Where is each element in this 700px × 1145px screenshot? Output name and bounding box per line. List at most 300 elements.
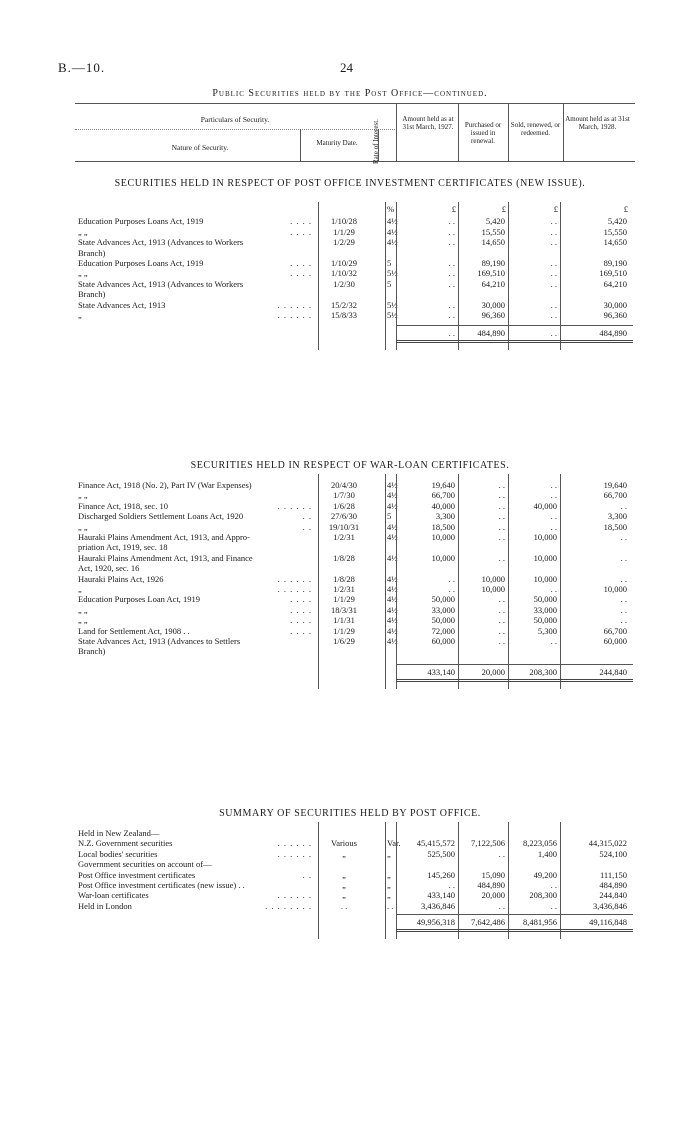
amount-held-1928: . . (620, 604, 627, 615)
amount-purchased: . . (498, 480, 505, 490)
leader-dots: . . . . . . (277, 584, 312, 594)
amount-held-1928: 66,700 (603, 625, 627, 636)
amount-sold: . . (550, 258, 557, 268)
amount-sold: 208,300 (529, 890, 557, 901)
table-row (0, 268, 700, 278)
total-held-1927: 49,956,318 (416, 917, 455, 928)
table-row (0, 522, 700, 532)
total-sold: 208,300 (529, 666, 557, 677)
interest-rate: 4½ (387, 615, 398, 626)
maturity-date: 1/2/31 (333, 584, 355, 594)
total-held-1928: 244,840 (599, 666, 627, 677)
interest-rate: 5½ (387, 299, 398, 310)
row-description: „ „ (78, 268, 88, 279)
amount-sold: . . (550, 521, 557, 532)
total-rule (396, 914, 633, 915)
amount-held-1927: 60,000 (431, 636, 455, 646)
header-held-1927: Amount held as at 31st March, 1927. (402, 115, 454, 131)
amount-held-1927: . . (448, 237, 455, 248)
maturity-date: 1/8/28 (333, 573, 355, 584)
row-description: Government securities on account of— (78, 859, 212, 870)
amount-held-1927: 10,000 (431, 552, 455, 563)
maturity-date: 18/3/31 (331, 604, 357, 615)
amount-purchased: 15,090 (481, 869, 505, 880)
amount-held-1928: 111,150 (600, 869, 627, 880)
total-held-1927: . . (448, 328, 455, 339)
interest-rate: 4½ (387, 532, 398, 542)
table-row (0, 542, 700, 552)
amount-held-1927: 3,436,846 (421, 900, 455, 911)
maturity-date: „ (342, 890, 346, 901)
table-row (0, 258, 700, 268)
row-description: „ (78, 310, 82, 320)
leader-dots: . . . . (290, 625, 312, 636)
interest-rate: 4½ (387, 552, 398, 563)
amount-held-1928: 64,210 (603, 278, 627, 289)
amount-held-1927: . . (448, 268, 455, 279)
amount-held-1927: . . (448, 216, 455, 227)
table-row (0, 636, 700, 646)
section-title-investment-certificates: SECURITIES HELD IN RESPECT OF POST OFFICE INVESTMENT CERTIFICATES (NEW ISSUE). (114, 178, 586, 189)
total-purchased: 7,642,486 (471, 917, 505, 928)
amount-held-1928: 66,700 (603, 490, 627, 501)
interest-rate: „ (387, 848, 391, 859)
maturity-date: 20/4/30 (331, 480, 357, 490)
unit-label: £ (553, 204, 558, 214)
row-description: Branch) (78, 289, 106, 300)
units-row (0, 204, 700, 214)
interest-rate: 4½ (387, 573, 398, 584)
amount-held-1928: 244,840 (599, 890, 627, 901)
column-rule (508, 474, 509, 689)
amount-sold: . . (550, 480, 557, 490)
amount-held-1927: 45,415,572 (416, 838, 455, 849)
total-held-1928: 49,116,848 (589, 917, 627, 928)
interest-rate: 4½ (387, 636, 398, 646)
maturity-date: „ (342, 848, 346, 859)
amount-purchased: 169,510 (477, 268, 505, 279)
table-row (0, 248, 700, 258)
row-description: Hauraki Plains Act, 1926 (78, 573, 164, 584)
leader-dots: . . . . (290, 615, 312, 626)
interest-rate: „ (387, 890, 391, 901)
row-description: „ (78, 584, 82, 594)
maturity-date: 15/2/32 (331, 299, 357, 310)
amount-held-1928: . . (620, 552, 627, 563)
amount-held-1927: 10,000 (431, 532, 455, 542)
amount-purchased: . . (498, 604, 505, 615)
table-row (0, 501, 700, 511)
column-rule (318, 474, 319, 689)
header-rate: Rate of Interest. (372, 119, 380, 164)
table-row (0, 279, 700, 289)
amount-held-1928: . . (620, 500, 627, 511)
leader-dots: . . . . (290, 604, 312, 615)
row-description: Local bodies' securities (78, 848, 158, 859)
leader-dots: . . . . . . (277, 500, 312, 511)
row-description: „ „ (78, 521, 88, 532)
table-row (0, 216, 700, 226)
amount-held-1927: 19,640 (431, 480, 455, 490)
amount-held-1927: . . (448, 573, 455, 584)
amount-sold: . . (550, 299, 557, 310)
amount-held-1927: . . (448, 258, 455, 268)
leader-dots: . . . . (290, 226, 312, 237)
amount-held-1927: 33,000 (431, 604, 455, 615)
amount-held-1928: 484,890 (599, 880, 627, 890)
table-row (0, 849, 700, 859)
leader-dots: . . . . (290, 216, 312, 227)
total-held-1927: 433,140 (427, 666, 455, 677)
total-purchased: 484,890 (477, 328, 505, 339)
table-row (0, 480, 700, 490)
amount-held-1928: . . (620, 573, 627, 584)
interest-rate: 5 (387, 278, 392, 289)
row-description: „ „ (78, 604, 88, 615)
amount-sold: 40,000 (533, 500, 557, 511)
row-description: Hauraki Plains Amendment Act, 1913, and Finance (78, 552, 253, 563)
amount-sold: . . (550, 636, 557, 646)
amount-held-1928: 15,550 (603, 226, 627, 237)
table-row (0, 605, 700, 615)
interest-rate: 4½ (387, 500, 398, 511)
leader-dots: . . (302, 869, 312, 880)
total-double-rule (396, 679, 633, 682)
amount-purchased: . . (498, 511, 505, 522)
row-description: Education Purposes Loans Act, 1919 (78, 258, 204, 268)
row-description: State Advances Act, 1913 (Advances to Workers (78, 278, 244, 289)
total-rule (396, 664, 633, 665)
interest-rate: 4½ (387, 604, 398, 615)
amount-purchased: . . (498, 500, 505, 511)
total-held-1928: 484,890 (599, 328, 627, 339)
maturity-date: „ (342, 880, 346, 890)
amount-sold: 49,200 (533, 869, 557, 880)
amount-held-1927: 3,300 (435, 511, 455, 522)
maturity-date: „ (342, 869, 346, 880)
total-sold: 8,481,956 (523, 917, 557, 928)
column-rule (385, 474, 386, 689)
row-description: Discharged Soldiers Settlement Loans Act, 1920 (78, 511, 244, 522)
amount-sold: . . (550, 310, 557, 320)
interest-rate: 5½ (387, 268, 398, 279)
page-number: 24 (340, 60, 353, 75)
leader-dots: . . . . (290, 268, 312, 279)
amount-sold: . . (550, 880, 557, 890)
header-sold: Sold, renewed, or redeemed. (510, 121, 561, 137)
amount-sold: 33,000 (533, 604, 557, 615)
row-description: Post Office investment certificates (78, 869, 196, 880)
row-description: „ „ (78, 615, 88, 626)
table-row (0, 584, 700, 594)
table-row (0, 490, 700, 500)
amount-purchased: 14,650 (481, 237, 505, 248)
amount-purchased: . . (498, 848, 505, 859)
amount-held-1927: 525,500 (427, 848, 455, 859)
table-row (0, 880, 700, 890)
table-row (0, 237, 700, 247)
amount-held-1928: 10,000 (603, 584, 627, 594)
row-description: Held in London (78, 900, 132, 911)
row-description: Land for Settlement Act, 1908 . . (78, 625, 190, 636)
amount-held-1927: . . (448, 310, 455, 320)
amount-held-1928: 524,100 (599, 848, 627, 859)
table-row (0, 532, 700, 542)
leader-dots: . . (302, 521, 312, 532)
amount-sold: 10,000 (533, 532, 557, 542)
amount-held-1927: 18,500 (431, 521, 455, 532)
table-row (0, 289, 700, 299)
interest-rate: 4½ (387, 216, 398, 227)
amount-purchased: 10,000 (481, 573, 505, 584)
row-description: State Advances Act, 1913 (Advances to Workers (78, 237, 244, 248)
table-row (0, 310, 700, 320)
document-id: B.—10. (58, 60, 106, 75)
column-rule (396, 474, 397, 689)
row-description: War-loan certificates (78, 890, 149, 901)
amount-sold: 5,300 (537, 625, 557, 636)
table-row (0, 553, 700, 563)
row-description: Act, 1920, sec. 16 (78, 563, 140, 574)
amount-purchased: 10,000 (481, 584, 505, 594)
table-row (0, 901, 700, 911)
amount-purchased: 484,890 (477, 880, 505, 890)
amount-sold: 10,000 (533, 573, 557, 584)
interest-rate: 4½ (387, 490, 398, 501)
table-row (0, 227, 700, 237)
leader-dots: . . . . . . (277, 890, 312, 901)
maturity-date: 1/1/29 (333, 625, 355, 636)
amount-purchased: 15,550 (481, 226, 505, 237)
amount-held-1927: 145,260 (427, 869, 455, 880)
row-description: State Advances Act, 1913 (Advances to Settlers (78, 636, 241, 646)
table-row (0, 890, 700, 900)
row-description: Education Purposes Loan Act, 1919 (78, 594, 201, 605)
amount-held-1928: 60,000 (603, 636, 627, 646)
maturity-date: 1/8/28 (333, 552, 355, 563)
interest-rate: 5 (387, 511, 392, 522)
interest-rate: 5 (387, 258, 392, 268)
interest-rate: 4½ (387, 237, 398, 248)
total-double-rule (396, 929, 633, 932)
interest-rate: Var. (387, 838, 401, 849)
column-rule (560, 474, 561, 689)
amount-held-1928: 19,640 (603, 480, 627, 490)
amount-sold: . . (550, 237, 557, 248)
amount-held-1928: 44,315,022 (588, 838, 627, 849)
amount-held-1927: . . (448, 584, 455, 594)
maturity-date: 1/2/31 (333, 532, 355, 542)
leader-dots: . . . . (290, 594, 312, 605)
amount-purchased: . . (498, 900, 505, 911)
interest-rate: „ (387, 880, 391, 890)
amount-sold: . . (550, 511, 557, 522)
table-row (0, 563, 700, 573)
maturity-date: 1/2/29 (333, 237, 355, 248)
row-description: Post Office investment certificates (new issue) . . (78, 880, 245, 890)
row-description: priation Act, 1919, sec. 18 (78, 542, 168, 553)
leader-dots: . . (302, 511, 312, 522)
total-row (0, 328, 700, 338)
row-description: Finance Act, 1918 (No. 2), Part IV (War Expenses) (78, 480, 252, 490)
amount-purchased: . . (498, 615, 505, 626)
amount-purchased: . . (498, 490, 505, 501)
amount-purchased: . . (498, 625, 505, 636)
amount-purchased: . . (498, 594, 505, 605)
header-purchased: Purchased or issued in renewal. (464, 121, 502, 145)
amount-sold: . . (550, 216, 557, 227)
table-row (0, 594, 700, 604)
amount-purchased: . . (498, 636, 505, 646)
maturity-date: Various (331, 838, 357, 849)
maturity-date: 27/6/30 (331, 511, 357, 522)
leader-dots: . . . . . . (277, 310, 312, 320)
amount-held-1928: 96,360 (603, 310, 627, 320)
header-maturity: Maturity Date. (316, 139, 358, 147)
interest-rate: 4½ (387, 226, 398, 237)
amount-held-1927: . . (448, 278, 455, 289)
table-row (0, 626, 700, 636)
maturity-date: 1/10/28 (331, 216, 357, 227)
amount-sold: 50,000 (533, 615, 557, 626)
amount-purchased: 7,122,506 (471, 838, 505, 849)
table-row (0, 870, 700, 880)
leader-dots: . . . . . . (277, 848, 312, 859)
amount-sold: . . (550, 268, 557, 279)
amount-held-1928: 5,420 (607, 216, 627, 227)
row-description: Branch) (78, 247, 106, 258)
amount-held-1928: 3,436,846 (593, 900, 627, 911)
maturity-date: 1/7/30 (333, 490, 355, 501)
amount-held-1927: 433,140 (427, 890, 455, 901)
total-row (0, 667, 700, 677)
amount-sold: 10,000 (533, 552, 557, 563)
interest-rate: 4½ (387, 480, 398, 490)
leader-dots: . . . . . . (277, 573, 312, 584)
amount-held-1927: 72,000 (431, 625, 455, 636)
row-description: Branch) (78, 646, 106, 657)
total-row (0, 917, 700, 927)
table-row (0, 574, 700, 584)
header-particulars: Particulars of Security. (200, 115, 270, 124)
table-row (0, 828, 700, 838)
amount-purchased: . . (498, 552, 505, 563)
maturity-date: . . (340, 900, 348, 911)
amount-held-1928: 14,650 (603, 237, 627, 248)
table-row (0, 615, 700, 625)
row-description: State Advances Act, 1913 (78, 299, 166, 310)
unit-label: £ (501, 204, 506, 214)
amount-purchased: 96,360 (481, 310, 505, 320)
maturity-date: 19/10/31 (328, 521, 360, 532)
maturity-date: 15/8/33 (331, 310, 357, 320)
interest-rate: 4½ (387, 584, 398, 594)
table-row (0, 838, 700, 848)
amount-sold: 1,400 (537, 848, 557, 859)
section-title-summary: SUMMARY OF SECURITIES HELD BY POST OFFICE. (219, 808, 481, 819)
amount-sold: 8,223,056 (523, 838, 557, 849)
amount-held-1927: . . (448, 226, 455, 237)
row-description: N.Z. Government securities (78, 838, 173, 849)
unit-label: % (387, 204, 395, 214)
interest-rate: 5½ (387, 310, 398, 320)
section-title-war-loan: SECURITIES HELD IN RESPECT OF WAR-LOAN CERTIFICATES. (190, 460, 510, 471)
maturity-date: 1/6/28 (333, 500, 355, 511)
amount-sold: . . (550, 900, 557, 911)
table-row (0, 511, 700, 521)
amount-sold: . . (550, 278, 557, 289)
amount-sold: . . (550, 226, 557, 237)
amount-sold: . . (550, 490, 557, 501)
row-description: „ „ (78, 226, 88, 237)
amount-held-1928: 89,190 (603, 258, 627, 268)
header-held-1928: Amount held as at 31st March, 1928. (565, 115, 630, 131)
amount-purchased: 89,190 (481, 258, 505, 268)
total-sold: . . (550, 328, 557, 339)
unit-label: £ (451, 204, 456, 214)
page-title: Public Securities held by the Post Office—continued. (212, 88, 488, 99)
row-description: Hauraki Plains Amendment Act, 1913, and Appro- (78, 532, 250, 542)
maturity-date: 1/1/29 (333, 594, 355, 605)
total-rule (396, 325, 633, 326)
amount-held-1927: . . (448, 299, 455, 310)
row-description: Finance Act, 1918, sec. 10 (78, 500, 168, 511)
leader-dots: . . . . . . (277, 299, 312, 310)
amount-held-1927: 50,000 (431, 594, 455, 605)
row-description: Education Purposes Loans Act, 1919 (78, 216, 204, 227)
amount-sold: 50,000 (533, 594, 557, 605)
leader-dots: . . . . . . . . (265, 900, 312, 911)
interest-rate: „ (387, 869, 391, 880)
header-nature: Nature of Security. (171, 143, 229, 152)
amount-held-1927: . . (448, 880, 455, 890)
column-rule (458, 474, 459, 689)
row-description: „ „ (78, 490, 88, 501)
amount-held-1928: 30,000 (603, 299, 627, 310)
amount-purchased: 20,000 (481, 890, 505, 901)
leader-dots: . . . . (290, 258, 312, 268)
table-row (0, 646, 700, 656)
amount-held-1928: 18,500 (603, 521, 627, 532)
amount-held-1928: 169,510 (599, 268, 627, 279)
interest-rate: 4½ (387, 521, 398, 532)
maturity-date: 1/2/30 (333, 278, 355, 289)
interest-rate: 4½ (387, 594, 398, 605)
amount-purchased: 30,000 (481, 299, 505, 310)
amount-sold: . . (550, 584, 557, 594)
total-double-rule (396, 340, 633, 343)
amount-held-1928: . . (620, 594, 627, 605)
unit-label: £ (623, 204, 628, 214)
amount-purchased: 5,420 (485, 216, 505, 227)
amount-held-1927: 50,000 (431, 615, 455, 626)
maturity-date: 1/10/29 (331, 258, 357, 268)
amount-purchased: . . (498, 532, 505, 542)
amount-held-1928: . . (620, 532, 627, 542)
amount-purchased: 64,210 (481, 278, 505, 289)
interest-rate: . . (387, 900, 394, 911)
amount-purchased: . . (498, 521, 505, 532)
amount-held-1927: 40,000 (431, 500, 455, 511)
amount-held-1927: 66,700 (431, 490, 455, 501)
maturity-date: 1/6/29 (333, 636, 355, 646)
maturity-date: 1/1/29 (333, 226, 355, 237)
leader-dots: . . . . . . (277, 838, 312, 849)
maturity-date: 1/1/31 (333, 615, 355, 626)
amount-held-1928: 3,300 (607, 511, 627, 522)
amount-held-1928: . . (620, 615, 627, 626)
interest-rate: 4½ (387, 625, 398, 636)
